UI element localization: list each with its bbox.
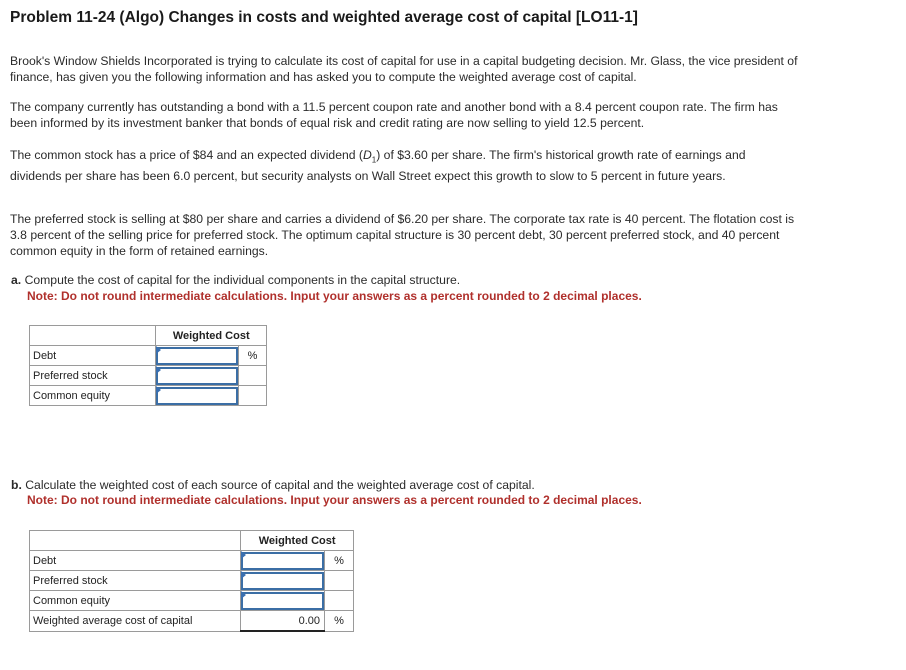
preferred-cost-input[interactable] [156,367,238,385]
part-b-note: Note: Do not round intermediate calculations. Input your answers as a percent rounded to 2 decimal places. [27,493,642,507]
common-weighted-input[interactable] [241,592,324,610]
preferred-stock-paragraph: The preferred stock is selling at $80 per share and carries a dividend of $6.20 per share. The corporate tax rate is 40 percent. The flotation cost is 3.8 percent of the selling price for preferred stock. The optimum capital structure is 30 percent debt, 30 percent preferred stock, and 40 percent common equity in the form of retained earnings. [10,212,795,258]
empty-cell [239,366,267,386]
part-a-header-blank [30,326,156,346]
table-row [30,591,354,611]
part-b-letter: b. [11,478,22,492]
problem-title: Problem 11-24 (Algo) Changes in costs and weighted average cost of capital [LO11-1] [10,9,638,26]
intro-paragraph: Brook's Window Shields Incorporated is trying to calculate its cost of capital for use in a capital budgeting decision. Mr. Glass, the vice president of finance, has given you the following information and has asked you to compute the weighted average cost of capital. [10,54,798,84]
table-row [30,611,354,632]
wacc-value: 0.00 [241,611,325,632]
p3-post: ) of $3.60 per share. The firm's historical growth rate of earnings and dividends per share has been 6.0 percent, but security analysts on Wall Street expect this growth to slow to 5 percent in future years. [10,148,746,184]
debt-cost-cell [156,346,239,366]
common-cost-cell [156,386,239,406]
part-a-text: Compute the cost of capital for the individual components in the capital structure. [24,273,461,287]
part-a-header: Weighted Cost [156,326,267,346]
input-marker-icon [241,571,246,579]
part-b-header-blank [30,531,241,551]
debt-weighted-input[interactable] [241,552,324,570]
part-b-question [11,477,535,493]
empty-cell [325,571,354,591]
preferred-weighted-cell [241,571,325,591]
common-cost-input[interactable] [156,387,238,405]
input-marker-icon [156,346,161,354]
debt-weighted-cell [241,551,325,571]
part-b-table [29,530,354,632]
part-b-text: Calculate the weighted cost of each source of capital and the weighted average cost of capital. [25,478,535,492]
row-label-preferred: Preferred stock [30,571,241,591]
dividend-symbol: D [362,148,372,162]
part-a-table [29,325,267,406]
part-b-header: Weighted Cost [241,531,354,551]
row-label-debt: Debt [30,346,156,366]
part-a-note: Note: Do not round intermediate calculations. Input your answers as a percent rounded to 2 decimal places. [27,289,642,303]
input-marker-icon [241,551,246,559]
table-row [30,551,354,571]
dividend-subscript: 1 [371,155,377,165]
percent-sign: % [325,611,354,632]
common-weighted-cell [241,591,325,611]
bond-paragraph: The company currently has outstanding a bond with a 11.5 percent coupon rate and another bond with a 8.4 percent coupon rate. The firm has been informed by its investment banker that bonds of equal risk and credit rating are now selling to yield 12.5 percent. [10,100,778,130]
preferred-weighted-input[interactable] [241,572,324,590]
input-marker-icon [156,366,161,374]
table-row [30,366,267,386]
row-label-preferred: Preferred stock [30,366,156,386]
row-label-debt: Debt [30,551,241,571]
percent-sign: % [239,346,267,366]
p3-pre: The common stock has a price of $84 and an expected dividend ( [10,148,363,162]
input-marker-icon [156,386,161,394]
table-row [30,346,267,366]
table-row [30,571,354,591]
empty-cell [239,386,267,406]
row-label-common: Common equity [30,591,241,611]
input-marker-icon [241,591,246,599]
part-a-letter: a. [11,273,22,287]
row-label-wacc: Weighted average cost of capital [30,611,241,632]
row-label-common: Common equity [30,386,156,406]
part-a-question [11,272,460,288]
debt-cost-input[interactable] [156,347,238,365]
table-row [30,386,267,406]
empty-cell [325,591,354,611]
common-stock-paragraph [10,147,800,184]
percent-sign: % [325,551,354,571]
preferred-cost-cell [156,366,239,386]
